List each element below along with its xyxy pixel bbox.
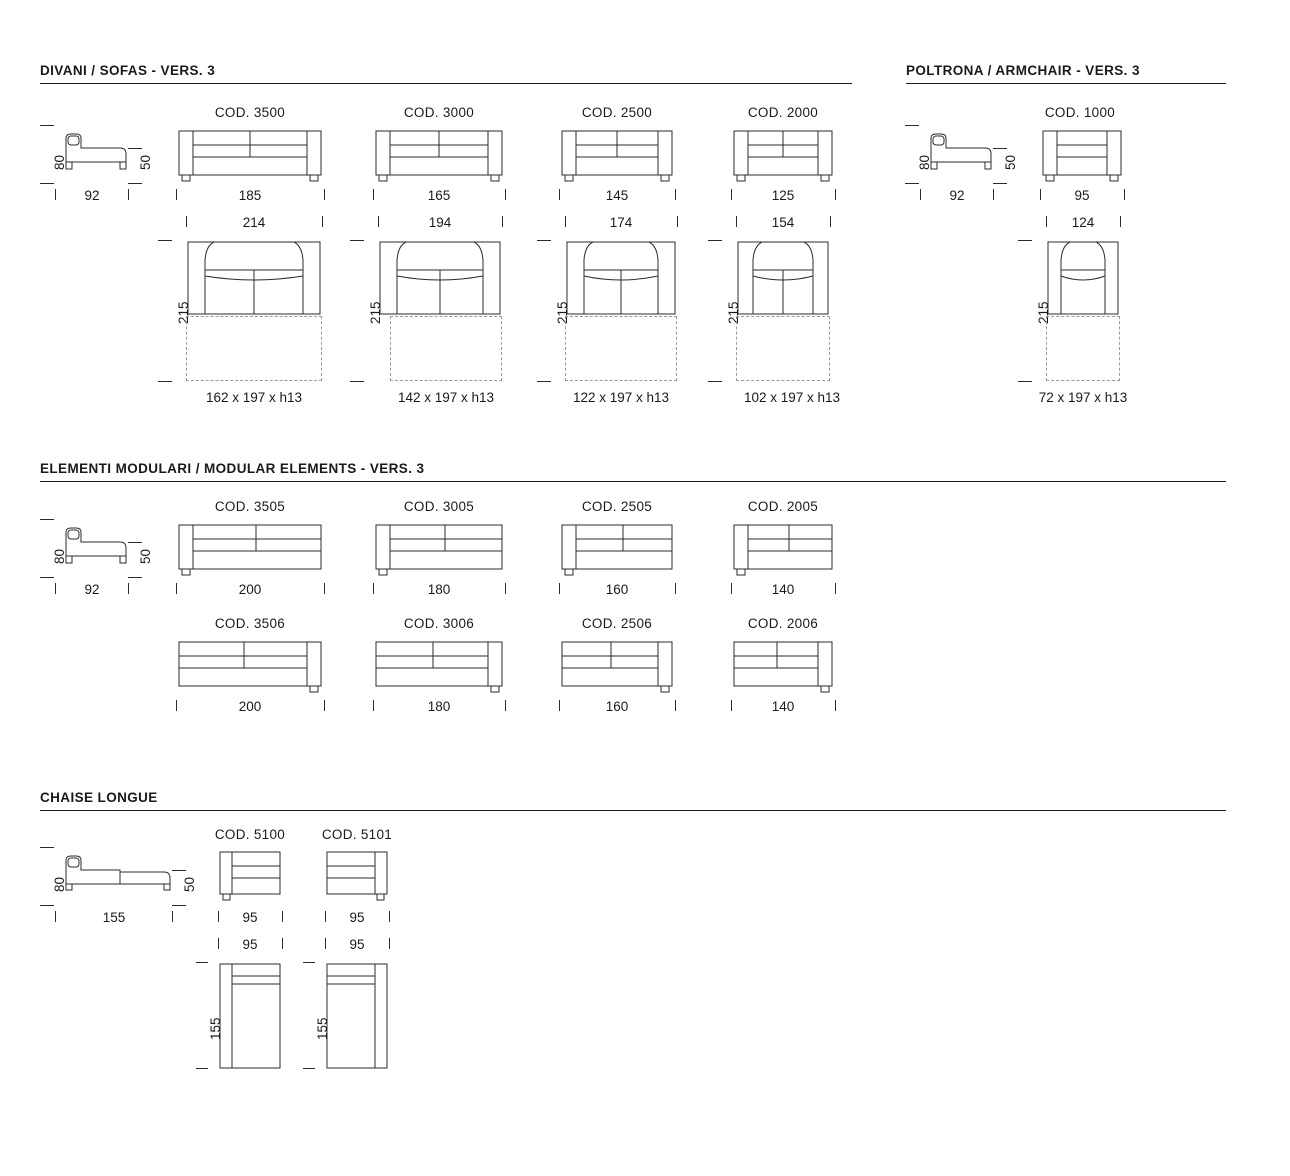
sofa-side-height-tick-top xyxy=(40,125,54,126)
dim-tick-2500-right xyxy=(675,189,676,200)
armchair-side-seat-tick-top xyxy=(993,148,1007,149)
modular-side-depth-tick-left xyxy=(55,583,56,594)
dim-tick-3000-right xyxy=(505,189,506,200)
modular-side-seat-tick-top xyxy=(128,542,142,543)
dim-top-depth-1000: 215 xyxy=(1036,301,1051,324)
bed-extension-1000 xyxy=(1046,316,1120,381)
top-tick-2000-right xyxy=(830,216,831,227)
dim-tick-2005-right xyxy=(835,583,836,594)
modular-side-height-label: 80 xyxy=(52,548,67,564)
dim-tick-5101-right xyxy=(389,911,390,922)
modular-front-3506 xyxy=(176,639,324,697)
top-depth-tick-2500-bottom xyxy=(537,381,551,382)
dim-tick-2005-left xyxy=(731,583,732,594)
dim-tick-5100-right xyxy=(282,911,283,922)
modular-side-seat-height-label: 50 xyxy=(138,548,153,564)
dim-front-width-5100: 95 xyxy=(242,910,258,925)
top-tick-5101-right xyxy=(389,938,390,949)
dim-tick-3006-right xyxy=(505,700,506,711)
sofa-side-height-label: 80 xyxy=(52,154,67,170)
dim-tick-2506-right xyxy=(675,700,676,711)
dim-tick-2506-left xyxy=(559,700,560,711)
modular-side-seat-tick-bottom xyxy=(128,577,142,578)
bed-extension-2500 xyxy=(565,316,677,381)
dim-top-depth-5100: 155 xyxy=(208,1017,223,1040)
dim-front-width-1000: 95 xyxy=(1074,188,1090,203)
dim-top-width-1000: 124 xyxy=(1071,215,1095,230)
dim-tick-3505-right xyxy=(324,583,325,594)
armchair-side-seat-tick-bottom xyxy=(993,183,1007,184)
section-rule-modular xyxy=(40,481,1226,482)
code-label-5101: COD. 5101 xyxy=(321,827,393,842)
top-tick-2500-right xyxy=(677,216,678,227)
top-depth-tick-3000-bottom xyxy=(350,381,364,382)
dim-tick-3505-left xyxy=(176,583,177,594)
chaise-side-height-label: 80 xyxy=(52,876,67,892)
sofa-top-3500 xyxy=(186,240,322,316)
top-tick-3500-left xyxy=(186,216,187,227)
sofa-front-2000 xyxy=(731,128,835,186)
dim-top-width-3500: 214 xyxy=(242,215,266,230)
armchair-side-depth-tick-left xyxy=(920,189,921,200)
chaise-front-5100 xyxy=(218,850,282,906)
dim-tick-2505-right xyxy=(675,583,676,594)
modular-front-3005 xyxy=(373,522,505,580)
sofa-top-3000 xyxy=(378,240,502,316)
top-tick-3000-right xyxy=(502,216,503,227)
dim-tick-2006-left xyxy=(731,700,732,711)
dim-width-2506: 160 xyxy=(605,699,629,714)
code-label-3005: COD. 3005 xyxy=(403,499,475,514)
modular-front-2506 xyxy=(559,639,675,697)
armchair-side-height-tick-top xyxy=(905,125,919,126)
dim-tick-2006-right xyxy=(835,700,836,711)
armchair-front-1000 xyxy=(1040,128,1124,186)
top-tick-3000-left xyxy=(378,216,379,227)
modular-side-height-tick-bottom xyxy=(40,577,54,578)
code-label-1000: COD. 1000 xyxy=(1044,105,1116,120)
chaise-side-seat-tick-bottom xyxy=(172,905,186,906)
code-label-2005: COD. 2005 xyxy=(747,499,819,514)
top-tick-5100-left xyxy=(218,938,219,949)
dim-tick-2500-left xyxy=(559,189,560,200)
top-depth-tick-1000-bottom xyxy=(1018,381,1032,382)
dim-top-width-2000: 154 xyxy=(771,215,795,230)
chaise-side-seat-height-label: 50 xyxy=(182,876,197,892)
modular-side-height-tick-top xyxy=(40,519,54,520)
bed-size-2000: 102 x 197 x h13 xyxy=(743,390,841,405)
sofa-side-seat-tick-top xyxy=(128,148,142,149)
sofa-side-depth-tick-right xyxy=(128,189,129,200)
dim-top-width-5101: 95 xyxy=(349,937,365,952)
dim-top-width-2500: 174 xyxy=(609,215,633,230)
dim-width-3005: 180 xyxy=(427,582,451,597)
chaise-side-height-tick-bottom xyxy=(40,905,54,906)
code-label-2500: COD. 2500 xyxy=(581,105,653,120)
dim-width-3006: 180 xyxy=(427,699,451,714)
modular-front-2006 xyxy=(731,639,835,697)
sofa-top-2500 xyxy=(565,240,677,316)
dim-tick-3000-left xyxy=(373,189,374,200)
modular-side-depth-label: 92 xyxy=(84,582,100,597)
dim-tick-2505-left xyxy=(559,583,560,594)
top-depth-tick-5101-top xyxy=(303,962,315,963)
dim-front-width-2500: 145 xyxy=(605,188,629,203)
top-depth-tick-3500-top xyxy=(158,240,172,241)
top-depth-tick-1000-top xyxy=(1018,240,1032,241)
chaise-front-5101 xyxy=(325,850,389,906)
top-depth-tick-5100-bottom xyxy=(196,1068,208,1069)
armchair-side-depth-label: 92 xyxy=(949,188,965,203)
chaise-side-height-tick-top xyxy=(40,847,54,848)
bed-extension-3000 xyxy=(390,316,502,381)
dim-top-depth-5101: 155 xyxy=(315,1017,330,1040)
dim-tick-3005-left xyxy=(373,583,374,594)
sofa-front-3000 xyxy=(373,128,505,186)
dim-tick-2000-left xyxy=(731,189,732,200)
modular-front-2505 xyxy=(559,522,675,580)
code-label-2506: COD. 2506 xyxy=(581,616,653,631)
top-depth-tick-5101-bottom xyxy=(303,1068,315,1069)
dim-tick-1000-right xyxy=(1124,189,1125,200)
top-depth-tick-2000-bottom xyxy=(708,381,722,382)
section-rule-sofas xyxy=(40,83,852,84)
modular-side-depth-tick-right xyxy=(128,583,129,594)
sofa-side-height-tick-bottom xyxy=(40,183,54,184)
top-depth-tick-5100-top xyxy=(196,962,208,963)
dim-front-width-3500: 185 xyxy=(238,188,262,203)
code-label-3506: COD. 3506 xyxy=(214,616,286,631)
dim-top-depth-3000: 215 xyxy=(368,301,383,324)
dim-top-depth-2000: 215 xyxy=(726,301,741,324)
armchair-side-height-label: 80 xyxy=(917,154,932,170)
dim-top-depth-3500: 215 xyxy=(176,301,191,324)
chaise-side-length-tick-right xyxy=(172,911,173,922)
top-tick-1000-left xyxy=(1046,216,1047,227)
dim-top-depth-2500: 215 xyxy=(555,301,570,324)
dim-front-width-3000: 165 xyxy=(427,188,451,203)
sofa-side-depth-tick-left xyxy=(55,189,56,200)
bed-size-3500: 162 x 197 x h13 xyxy=(205,390,303,405)
dim-width-3505: 200 xyxy=(238,582,262,597)
chaise-side-length-tick-left xyxy=(55,911,56,922)
sofa-front-2500 xyxy=(559,128,675,186)
top-tick-2500-left xyxy=(565,216,566,227)
dim-tick-3500-left xyxy=(176,189,177,200)
top-tick-5100-right xyxy=(282,938,283,949)
top-depth-tick-3500-bottom xyxy=(158,381,172,382)
code-label-3500: COD. 3500 xyxy=(214,105,286,120)
chaise-side-length-label: 155 xyxy=(102,910,126,925)
dim-front-width-5101: 95 xyxy=(349,910,365,925)
armchair-top-1000 xyxy=(1046,240,1120,316)
section-title-modular: ELEMENTI MODULARI / MODULAR ELEMENTS - VERS. 3 xyxy=(40,461,425,476)
dim-tick-3006-left xyxy=(373,700,374,711)
code-label-3505: COD. 3505 xyxy=(214,499,286,514)
code-label-2000: COD. 2000 xyxy=(747,105,819,120)
modular-front-3505 xyxy=(176,522,324,580)
dim-tick-5100-left xyxy=(218,911,219,922)
sofa-side-seat-tick-bottom xyxy=(128,183,142,184)
section-rule-armchair xyxy=(906,83,1226,84)
chaise-top-5101 xyxy=(325,962,389,1070)
dim-tick-1000-left xyxy=(1040,189,1041,200)
modular-front-3006 xyxy=(373,639,505,697)
top-tick-3500-right xyxy=(322,216,323,227)
dim-width-2005: 140 xyxy=(771,582,795,597)
armchair-side-height-tick-bottom xyxy=(905,183,919,184)
code-label-2006: COD. 2006 xyxy=(747,616,819,631)
armchair-side-depth-tick-right xyxy=(993,189,994,200)
dim-tick-3005-right xyxy=(505,583,506,594)
modular-front-2005 xyxy=(731,522,835,580)
dim-tick-3506-right xyxy=(324,700,325,711)
sofa-side-seat-height-label: 50 xyxy=(138,154,153,170)
chaise-side-seat-tick-top xyxy=(172,870,186,871)
top-depth-tick-2500-top xyxy=(537,240,551,241)
dim-top-width-5100: 95 xyxy=(242,937,258,952)
bed-extension-2000 xyxy=(736,316,830,381)
dim-tick-5101-left xyxy=(325,911,326,922)
section-title-sofas: DIVANI / SOFAS - VERS. 3 xyxy=(40,63,216,78)
sofa-front-3500 xyxy=(176,128,324,186)
bed-size-1000: 72 x 197 x h13 xyxy=(1038,390,1128,405)
section-title-armchair: POLTRONA / ARMCHAIR - VERS. 3 xyxy=(906,63,1140,78)
dim-tick-3500-right xyxy=(324,189,325,200)
top-depth-tick-3000-top xyxy=(350,240,364,241)
bed-size-3000: 142 x 197 x h13 xyxy=(397,390,495,405)
code-label-3006: COD. 3006 xyxy=(403,616,475,631)
dim-tick-3506-left xyxy=(176,700,177,711)
dim-tick-2000-right xyxy=(835,189,836,200)
dim-front-width-2000: 125 xyxy=(771,188,795,203)
section-rule-chaise xyxy=(40,810,1226,811)
sofa-top-2000 xyxy=(736,240,830,316)
dim-top-width-3000: 194 xyxy=(428,215,452,230)
dim-width-2006: 140 xyxy=(771,699,795,714)
bed-extension-3500 xyxy=(186,316,322,381)
top-tick-1000-right xyxy=(1120,216,1121,227)
dim-width-2505: 160 xyxy=(605,582,629,597)
code-label-2505: COD. 2505 xyxy=(581,499,653,514)
section-title-chaise: CHAISE LONGUE xyxy=(40,790,158,805)
dim-width-3506: 200 xyxy=(238,699,262,714)
code-label-5100: COD. 5100 xyxy=(214,827,286,842)
sofa-side-depth-label: 92 xyxy=(84,188,100,203)
chaise-top-5100 xyxy=(218,962,282,1070)
top-depth-tick-2000-top xyxy=(708,240,722,241)
armchair-side-seat-height-label: 50 xyxy=(1003,154,1018,170)
bed-size-2500: 122 x 197 x h13 xyxy=(572,390,670,405)
code-label-3000: COD. 3000 xyxy=(403,105,475,120)
top-tick-2000-left xyxy=(736,216,737,227)
top-tick-5101-left xyxy=(325,938,326,949)
